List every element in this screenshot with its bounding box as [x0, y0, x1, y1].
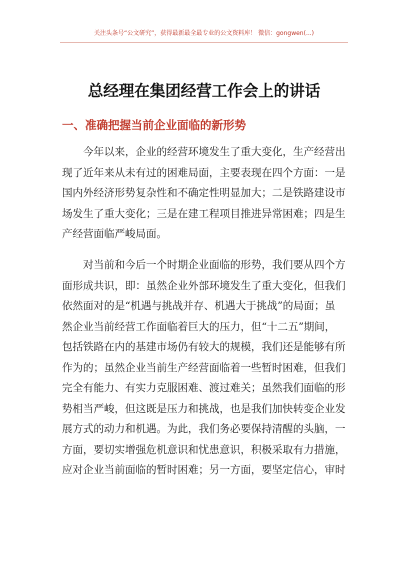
paragraph-line: 现了近年来从未有过的困难局面，主要表现在四个方面：一是: [62, 166, 346, 179]
paragraph-1: [62, 142, 358, 245]
banner-text: 关注头条号“公文研究”，获得最新最全最专业的公文资料库！ 微信：gongwen(...): [93, 30, 315, 37]
paragraph-line: 面形成共识，即：虽然企业外部环境发生了重大变化，但我们: [62, 279, 346, 292]
paragraph-line: 应对企业当前面临的暂时困难；另一方面，要坚定信心，审时: [62, 464, 346, 476]
paragraph-line: 方面，要切实增强危机意识和忧患意识，积极采取有力措施，: [62, 443, 346, 456]
paragraph-line: 对当前和今后一个时期企业面临的形势，我们要从四个方: [83, 259, 346, 271]
paragraph-line: 国内外经济形势复杂性和不确定性明显加大；二是铁路建设市: [62, 187, 346, 199]
section-heading: 一、准确把握当前企业面临的新形势: [62, 118, 246, 132]
paragraph-line: 作为的；虽然企业当前生产经营面临着一些暂时困难，但我们: [62, 361, 346, 374]
paragraph-line: 产经营面临严峻局面。: [62, 228, 167, 240]
paragraph-line: 场发生了重大变化；三是在建工程项目推进异常困难；四是生: [62, 207, 346, 220]
paragraph-line: 依然面对的是“机遇与挑战并存、机遇大于挑战”的局面；虽: [62, 300, 336, 312]
paragraph-line: 完全有能力、有实力克服困难、渡过难关；虽然我们面临的形: [62, 382, 346, 394]
paragraph-line: 包括铁路在内的基建市场仍有较大的规模，我们还是能够有所: [62, 341, 346, 353]
paragraph-2: [62, 255, 358, 481]
paragraph-line: 然企业当前经营工作面临着巨大的压力，但“十二五”期间，: [62, 320, 336, 333]
header-banner: [60, 28, 348, 43]
paragraph-line: 势相当严峻，但这既是压力和挑战，也是我们加快转变企业发: [62, 402, 346, 415]
paragraph-line: 今年以来，企业的经营环境发生了重大变化，生产经营出: [83, 146, 346, 158]
paragraph-line: 展方式的动力和机遇。为此，我们务必要保持清醒的头脑，一: [62, 423, 346, 435]
document-title: 总经理在集团经营工作会上的讲话: [87, 82, 321, 100]
